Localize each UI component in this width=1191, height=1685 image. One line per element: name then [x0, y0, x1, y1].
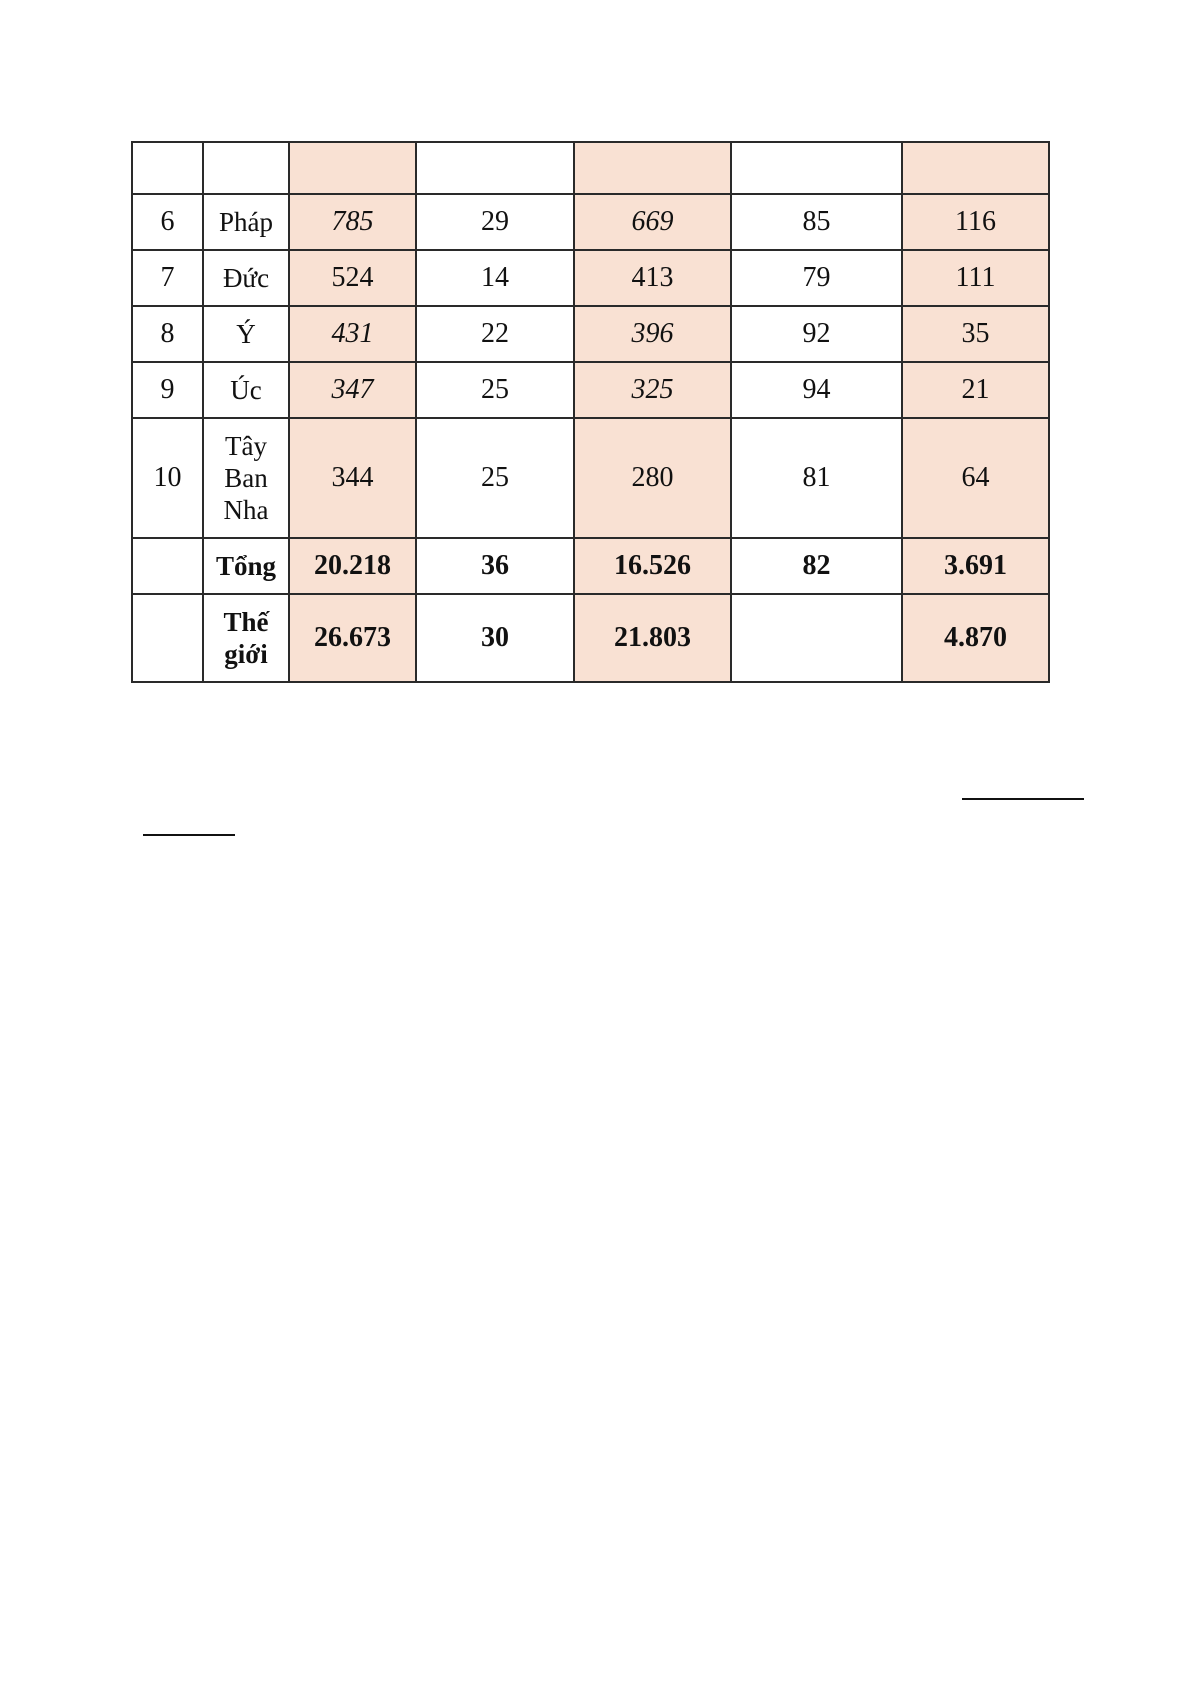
- value-cell: 35: [902, 306, 1049, 362]
- header-row: [132, 142, 1049, 194]
- table-row: [132, 538, 1049, 594]
- country-cell: [203, 142, 289, 194]
- value-cell: [902, 142, 1049, 194]
- country-cell: Thế giới: [203, 594, 289, 682]
- value-cell: 64: [902, 418, 1049, 538]
- rank-cell: 6: [132, 194, 203, 250]
- value-cell: [289, 142, 416, 194]
- value-cell: [574, 142, 731, 194]
- value-cell: 347: [289, 362, 416, 418]
- value-cell: 21: [902, 362, 1049, 418]
- value-cell: 26.673: [289, 594, 416, 682]
- country-cell: Tây Ban Nha: [203, 418, 289, 538]
- value-cell: 280: [574, 418, 731, 538]
- rank-cell: [132, 594, 203, 682]
- value-cell: 36: [416, 538, 574, 594]
- table-row: [132, 362, 1049, 418]
- value-cell: 22: [416, 306, 574, 362]
- underline-rule: [962, 798, 1084, 800]
- rank-cell: [132, 142, 203, 194]
- value-cell: 396: [574, 306, 731, 362]
- country-cell: Pháp: [203, 194, 289, 250]
- underline-rule: [143, 834, 235, 836]
- table-row: [132, 306, 1049, 362]
- country-cell: Ý: [203, 306, 289, 362]
- value-cell: 116: [902, 194, 1049, 250]
- table-row: [132, 594, 1049, 682]
- value-cell: 325: [574, 362, 731, 418]
- value-cell: 3.691: [902, 538, 1049, 594]
- value-cell: 14: [416, 250, 574, 306]
- value-cell: 21.803: [574, 594, 731, 682]
- table-row: [132, 418, 1049, 538]
- value-cell: [731, 142, 902, 194]
- value-cell: 413: [574, 250, 731, 306]
- value-cell: 85: [731, 194, 902, 250]
- value-cell: 431: [289, 306, 416, 362]
- value-cell: 30: [416, 594, 574, 682]
- data-table: [131, 141, 1050, 683]
- value-cell: 25: [416, 362, 574, 418]
- value-cell: 20.218: [289, 538, 416, 594]
- value-cell: 29: [416, 194, 574, 250]
- country-cell: Úc: [203, 362, 289, 418]
- rank-cell: [132, 538, 203, 594]
- rank-cell: 10: [132, 418, 203, 538]
- value-cell: 4.870: [902, 594, 1049, 682]
- value-cell: 344: [289, 418, 416, 538]
- value-cell: 79: [731, 250, 902, 306]
- value-cell: 94: [731, 362, 902, 418]
- table-row: [132, 250, 1049, 306]
- value-cell: 111: [902, 250, 1049, 306]
- value-cell: [416, 142, 574, 194]
- table-row: [132, 194, 1049, 250]
- country-cell: Đức: [203, 250, 289, 306]
- value-cell: 669: [574, 194, 731, 250]
- value-cell: [731, 594, 902, 682]
- country-cell: Tổng: [203, 538, 289, 594]
- rank-cell: 9: [132, 362, 203, 418]
- value-cell: 785: [289, 194, 416, 250]
- value-cell: 25: [416, 418, 574, 538]
- value-cell: 81: [731, 418, 902, 538]
- rank-cell: 8: [132, 306, 203, 362]
- value-cell: 92: [731, 306, 902, 362]
- value-cell: 16.526: [574, 538, 731, 594]
- value-cell: 524: [289, 250, 416, 306]
- rank-cell: 7: [132, 250, 203, 306]
- table-body: [132, 142, 1049, 682]
- value-cell: 82: [731, 538, 902, 594]
